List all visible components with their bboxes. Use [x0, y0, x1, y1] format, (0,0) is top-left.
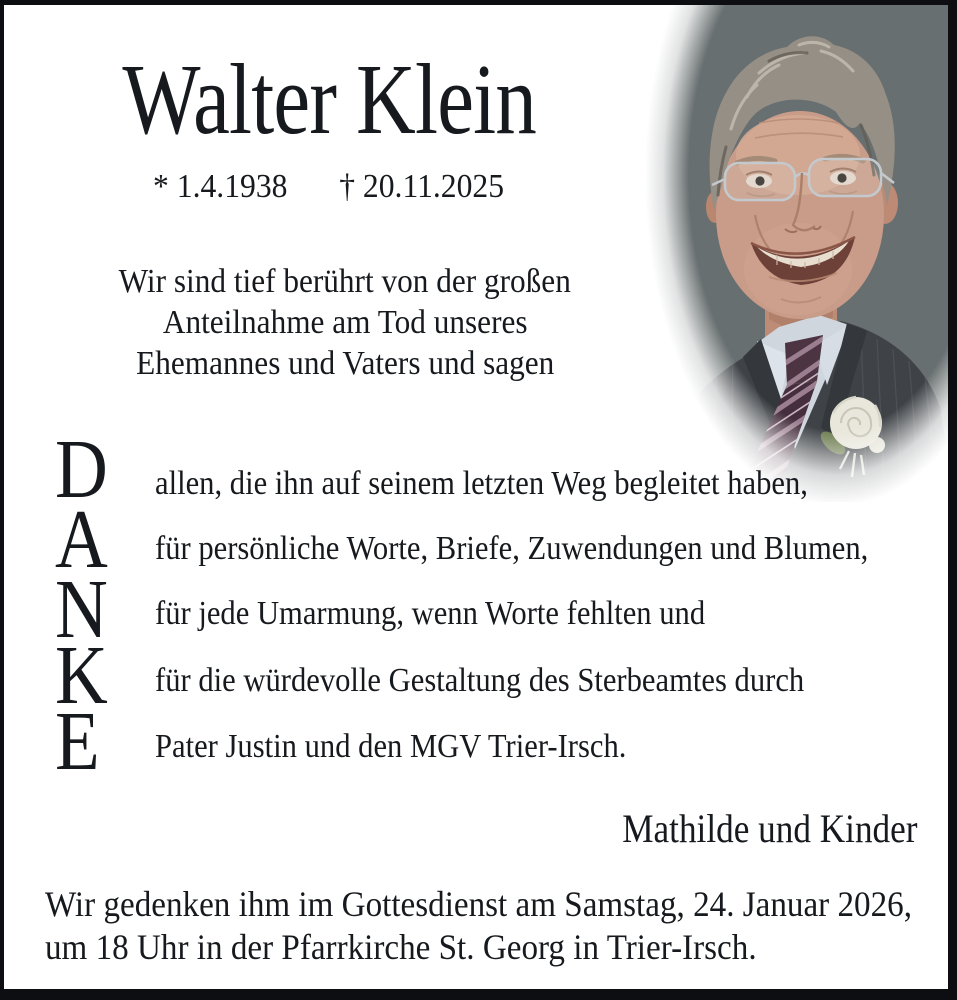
portrait-photo	[609, 5, 948, 502]
memorial-line: Wir gedenken ihm im Gottesdienst am Samstag, 24. Januar 2026,	[45, 884, 912, 924]
danke-letter-a: A	[55, 493, 108, 586]
family-signature: Mathilde und Kinder	[621, 806, 917, 851]
deceased-name-block	[18, 43, 640, 155]
danke-letter-n: N	[55, 563, 108, 656]
intro-line: Ehemannes und Vaters und sagen	[135, 345, 555, 382]
thanks-line: allen, die ihn auf seinem letzten Weg begleitet haben,	[155, 465, 808, 502]
memorial-service-note	[45, 883, 957, 969]
danke-letter-k: K	[55, 629, 108, 722]
intro-line: Anteilnahme am Tod unseres	[162, 304, 528, 341]
intro-line: Wir sind tief berührt von der großen	[118, 263, 572, 300]
danke-letter-d: D	[55, 423, 108, 516]
thanks-line: für jede Umarmung, wenn Worte fehlten und	[155, 595, 706, 632]
life-dates	[18, 170, 640, 204]
birth-date: * 1.4.1938	[153, 168, 288, 205]
thanks-line: Pater Justin und den MGV Trier-Irsch.	[155, 728, 627, 765]
intro-paragraph	[20, 261, 670, 384]
deceased-name: Walter Klein	[122, 43, 536, 155]
portrait-illustration	[609, 5, 948, 502]
death-date: † 20.11.2025	[338, 168, 504, 205]
thanks-line: für persönliche Worte, Briefe, Zuwendungen und Blumen,	[155, 530, 869, 567]
danke-letter-e: E	[55, 695, 100, 788]
thanks-line: für die würdevolle Gestaltung des Sterbeamtes durch	[155, 662, 805, 699]
memorial-line: um 18 Uhr in der Pfarrkirche St. Georg in Trier-Irsch.	[45, 927, 757, 967]
